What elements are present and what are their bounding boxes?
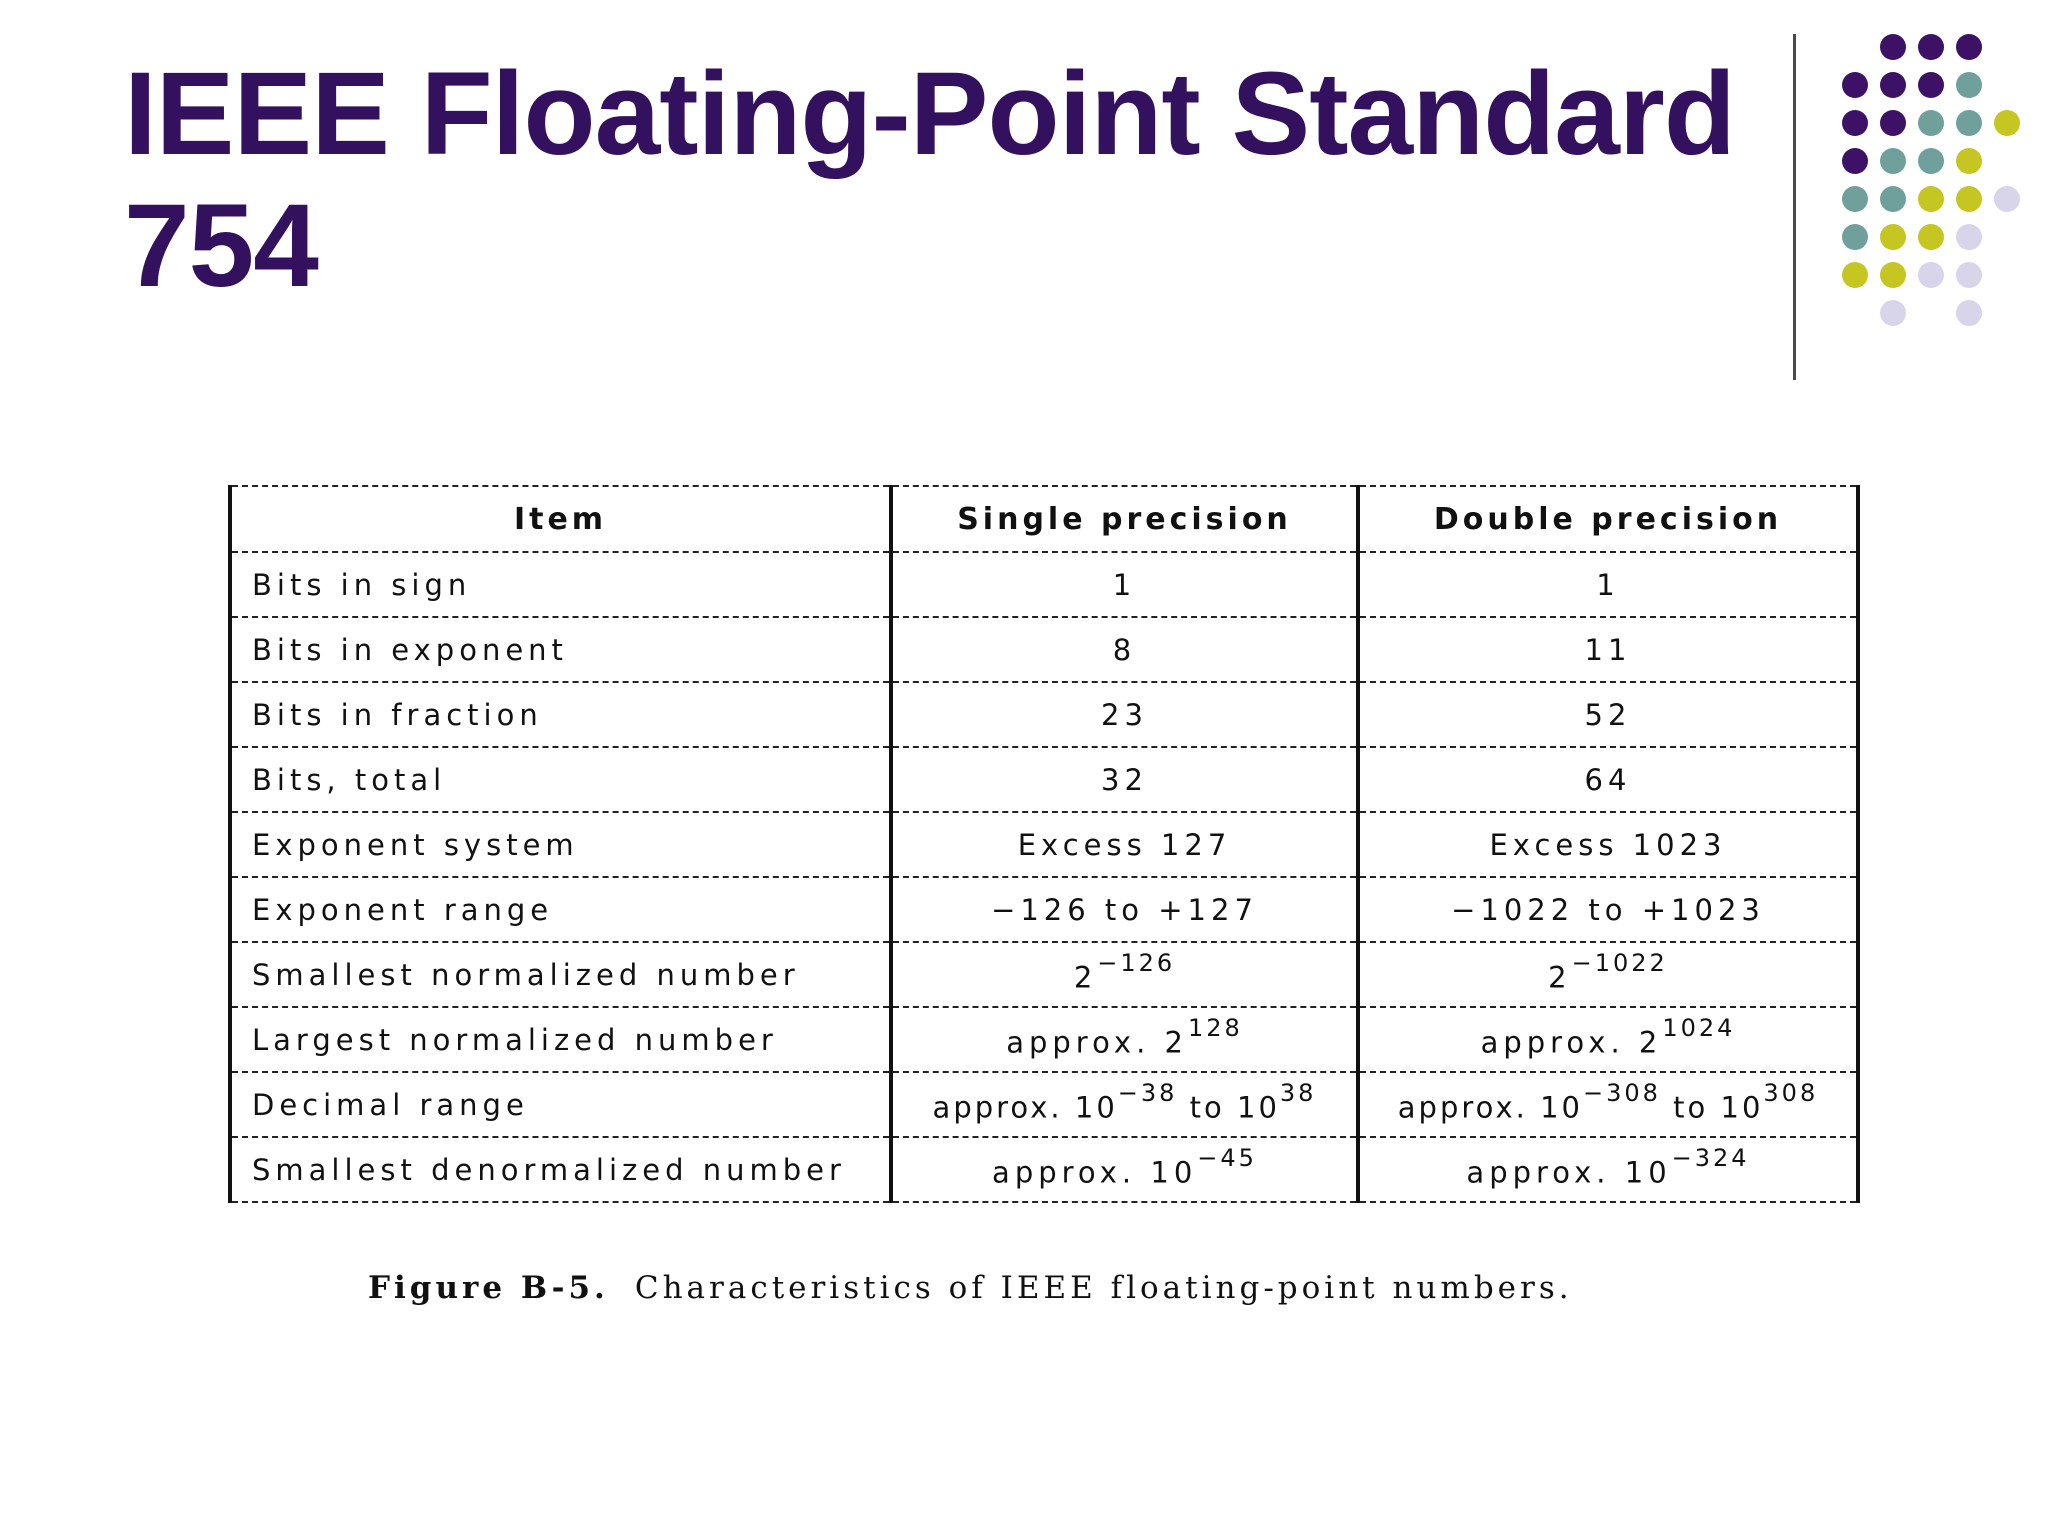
decorative-dot	[1842, 262, 1868, 288]
decorative-dot	[1880, 110, 1906, 136]
row-double: Excess 1023	[1358, 812, 1858, 877]
row-single: $2^{-126}$	[891, 942, 1358, 1007]
decorative-dot	[1880, 34, 1906, 60]
table-row	[230, 747, 1858, 812]
table-row	[230, 617, 1858, 682]
decorative-dot	[1842, 110, 1868, 136]
row-double: $2^{-1022}$	[1358, 942, 1858, 1007]
row-item: Exponent system	[230, 812, 891, 877]
table-row	[230, 942, 1858, 1007]
decorative-dot	[1918, 110, 1944, 136]
decorative-dot	[1956, 72, 1982, 98]
decorative-dot	[1918, 186, 1944, 212]
title-divider	[1793, 34, 1796, 380]
row-item: Exponent range	[230, 877, 891, 942]
table-row	[230, 1072, 1858, 1137]
decorative-dot	[1918, 262, 1944, 288]
row-double: 11	[1358, 617, 1858, 682]
row-double: 64	[1358, 747, 1858, 812]
row-item: Bits, total	[230, 747, 891, 812]
row-item: Largest normalized number	[230, 1007, 891, 1072]
slide-title-line-2: 754	[124, 180, 318, 312]
decorative-dot	[1956, 186, 1982, 212]
row-item: Smallest denormalized number	[230, 1137, 891, 1202]
table-row	[230, 877, 1858, 942]
decorative-dot	[1918, 224, 1944, 250]
decorative-dot	[1842, 186, 1868, 212]
decorative-dot	[1918, 72, 1944, 98]
table-row	[230, 682, 1858, 747]
row-single: 8	[891, 617, 1358, 682]
row-double: 1	[1358, 552, 1858, 617]
decorative-dot	[1880, 72, 1906, 98]
row-single: 23	[891, 682, 1358, 747]
decorative-dot	[1842, 72, 1868, 98]
row-single: 1	[891, 552, 1358, 617]
row-item: Bits in fraction	[230, 682, 891, 747]
decorative-dot	[1956, 224, 1982, 250]
decorative-dot	[1880, 224, 1906, 250]
row-double: −1022 to +1023	[1358, 877, 1858, 942]
decorative-dot	[1956, 300, 1982, 326]
decorative-dot	[1918, 148, 1944, 174]
decorative-dot	[1956, 34, 1982, 60]
ieee-characteristics-table	[228, 485, 1860, 1203]
decorative-dot	[1918, 34, 1944, 60]
row-item: Smallest normalized number	[230, 942, 891, 1007]
row-item: Decimal range	[230, 1072, 891, 1137]
row-double: approx. $10^{-308}$ to $10^{308}$	[1358, 1072, 1858, 1137]
decorative-dot	[1880, 148, 1906, 174]
row-double: approx. $2^{1024}$	[1358, 1007, 1858, 1072]
table-row	[230, 812, 1858, 877]
table-header-row	[230, 486, 1858, 552]
row-single: approx. $2^{128}$	[891, 1007, 1358, 1072]
table-row	[230, 1137, 1858, 1202]
header-single-precision: Single precision	[891, 486, 1358, 552]
row-double: approx. $10^{-324}$	[1358, 1137, 1858, 1202]
decorative-dot	[1842, 224, 1868, 250]
decorative-dot	[1956, 110, 1982, 136]
row-single: approx. $10^{-45}$	[891, 1137, 1358, 1202]
slide-title	[124, 48, 1744, 312]
row-single: Excess 127	[891, 812, 1358, 877]
row-double: 52	[1358, 682, 1858, 747]
table-row	[230, 552, 1858, 617]
row-item: Bits in exponent	[230, 617, 891, 682]
row-single: approx. $10^{-38}$ to $10^{38}$	[891, 1072, 1358, 1137]
decorative-dot	[1956, 262, 1982, 288]
slide-title-line-1: IEEE Floating-Point Standard	[124, 48, 1735, 180]
figure-label: Figure B-5.	[368, 1270, 609, 1306]
figure-caption	[368, 1270, 1573, 1306]
row-item: Bits in sign	[230, 552, 891, 617]
row-single: 32	[891, 747, 1358, 812]
table-row	[230, 1007, 1858, 1072]
decorative-dot	[1880, 262, 1906, 288]
row-single: −126 to +127	[891, 877, 1358, 942]
decorative-dot	[1880, 186, 1906, 212]
decorative-dot	[1842, 148, 1868, 174]
header-double-precision: Double precision	[1358, 486, 1858, 552]
decorative-dot	[1994, 110, 2020, 136]
decorative-dot	[1880, 300, 1906, 326]
figure-caption-text: Characteristics of IEEE floating-point numbers.	[634, 1270, 1573, 1306]
decorative-dot	[1956, 148, 1982, 174]
decorative-dot	[1994, 186, 2020, 212]
header-item: Item	[230, 486, 891, 552]
